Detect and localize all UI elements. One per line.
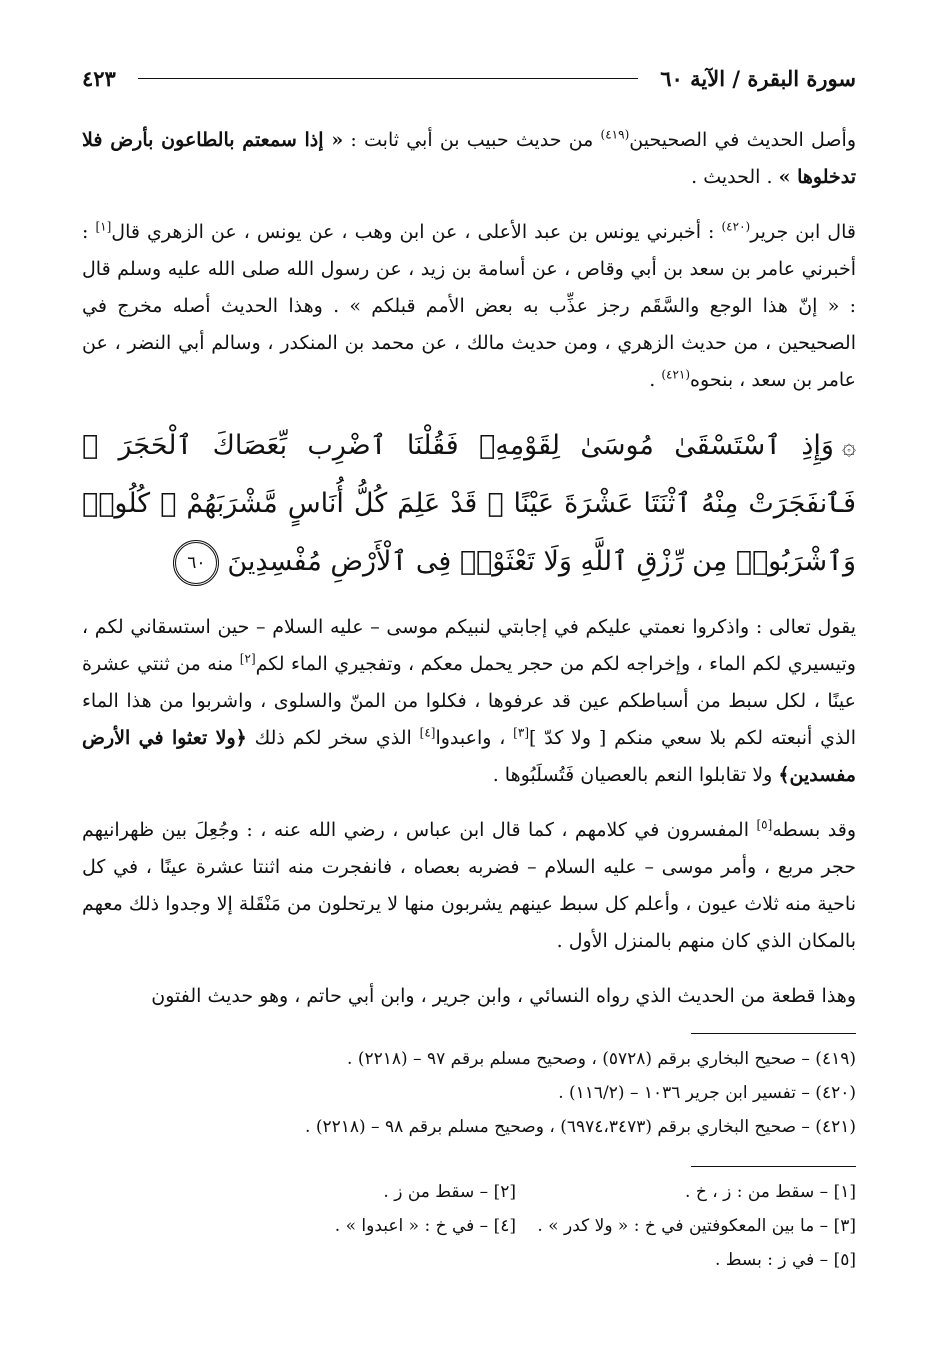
running-header	[82, 60, 856, 96]
editorial-note-ref: [٣]	[513, 725, 529, 740]
paragraph-2	[82, 214, 856, 399]
text-run: : أخبرني عامر بن سعد بن أبي وقاص ، عن أسامة بن زيد ، عن رسول الله صلى الله عليه وسلم قال : « إنّ هذا الوجع والسَّقَم رجز عذِّب به بعض الأمم قبلكم » . وهذا الحديث أصله مخرج في الصحيحين ، من حديث الزهري ، ومن حديث مالك ، عن محمد بن المنكدر ، وسالم أبي النضر ، عن عامر بن سعد ، بنحوه	[82, 221, 856, 391]
editorial-note-item: [٤] – في خ : « اعبدوا » .	[334, 1216, 516, 1236]
footnote-item: (٤٢٠) – تفسير ابن جرير ١٠٣٦ – (١١٦/٢) .	[558, 1083, 856, 1103]
editorial-notes	[82, 1175, 856, 1277]
rub-el-hizb-icon: ۞	[841, 432, 856, 460]
header-rule	[138, 78, 638, 79]
text-run: وقد بسطه	[772, 819, 856, 841]
verse-number-marker: ٦٠	[173, 540, 219, 586]
editorial-note-item: [٣] – ما بين المعكوفتين في خ : « ولا كدر » .	[537, 1216, 856, 1236]
editorial-note-ref: [٥]	[756, 817, 773, 832]
text-run: من حديث حبيب بن أبي ثابت :	[343, 129, 601, 151]
text-run: ولا تقابلوا النعم بالعصيان فَتُسلَبُوها .	[492, 764, 779, 786]
editorial-note-item: [٥] – في ز : بسط .	[714, 1250, 856, 1270]
text-run: وأصل الحديث في الصحيحين	[629, 129, 856, 151]
text-run: الذي سخر لكم ذلك	[246, 727, 420, 749]
footnote-ref: (٤١٩)	[600, 127, 630, 142]
paragraph-1	[82, 122, 856, 196]
footnote-ref: (٤٢١)	[661, 367, 691, 382]
footnote-ref: (٤٢٠)	[721, 219, 751, 234]
paragraph-4	[82, 812, 856, 960]
text-run: قال ابن جرير	[750, 221, 856, 243]
quran-verse	[82, 417, 856, 591]
text-run: منه من ثنتي عشرة عينًا ، لكل سبط من أسباطكم عين قد عرفوها ، فكلوا من المنّ والسلوى ، واشربوا من هذا الماء الذي أنبعته لكم بلا سعي منكم [ ولا كدّ ]	[82, 653, 856, 749]
editorial-note-ref: [٢]	[239, 651, 256, 666]
editorial-note-ref: [١]	[95, 219, 112, 234]
paragraph-3	[82, 609, 856, 794]
footnote-item: (٤٢١) – صحيح البخاري برقم (٦٩٧٤،٣٤٧٣) ، وصحيح مسلم برقم ٩٨ – (٢٢١٨) .	[305, 1117, 856, 1137]
text-run: ، واعبدوا	[435, 727, 514, 749]
editorial-notes-divider	[691, 1166, 856, 1167]
surah-title: سورة البقرة / الآية ٦٠	[660, 65, 856, 91]
text-run: .	[649, 369, 662, 391]
hadith-quote: « إذا سمعتم بالطاعون بأرض فلا تدخلوها »	[82, 129, 856, 188]
editorial-note-item: [١] – سقط من : ز ، خ .	[685, 1182, 856, 1202]
text-run: . الحديث .	[691, 166, 779, 188]
editorial-note-item: [٢] – سقط من ز .	[383, 1182, 516, 1202]
footnote-item: (٤١٩) – صحيح البخاري برقم (٥٧٢٨) ، وصحيح مسلم برقم ٩٧ – (٢٢١٨) .	[347, 1049, 856, 1069]
text-run: يقول تعالى : واذكروا نعمتي عليكم في إجابتي لنبيكم موسى – عليه السلام – حين استسقاني لكم ، وتيسيري لكم الماء ، وإخراجه لكم من حجر يحمل معكم ، وتفجيري الماء لكم	[82, 616, 856, 675]
verse-quote: ﴿ولا تعثوا في الأرض مفسدين﴾	[82, 727, 856, 786]
footnote-list	[82, 1042, 856, 1144]
text-run: المفسرون في كلامهم ، كما قال ابن عباس ، رضي الله عنه ، : وجُعِلَ بين ظهرانيهم حجر مربع ، وأمر موسى – عليه السلام – فضربه بعصاه ، فانفجرت منه اثنتا عشرة عينًا ، في كل ناحية منه ثلاث عيون ، وأعلم كل سبط عينهم يشربون منها لا يرتحلون من مَنْقَلة إلا وجدوا ذلك معهم بالمكان الذي كان منهم بالمنزل الأول .	[82, 819, 856, 952]
page-number: ٤٢٣	[82, 65, 116, 91]
paragraph-5: وهذا قطعة من الحديث الذي رواه النسائي ، وابن جرير ، وابن أبي حاتم ، وهو حديث الفتون	[151, 985, 856, 1007]
footnote-divider	[691, 1033, 856, 1034]
text-run: : أخبرني يونس بن عبد الأعلى ، عن ابن وهب ، عن يونس ، عن الزهري قال	[111, 221, 722, 243]
editorial-note-ref: [٤]	[419, 725, 436, 740]
verse-text: وَإِذِ ٱسْتَسْقَىٰ مُوسَىٰ لِقَوْمِهِۦ فَقُلْنَا ٱضْرِب بِّعَصَاكَ ٱلْحَجَرَ ۖ فَٱنفَجَرَتْ مِنْهُ ٱثْنَتَا عَشْرَةَ عَيْنًا ۖ قَدْ عَلِمَ كُلُّ أُنَاسٍ مَّشْرَبَهُمْ ۖ كُلُوا۟ وَٱشْرَبُوا۟ مِن رِّزْقِ ٱللَّهِ وَلَا تَعْثَوْا۟ فِى ٱلْأَرْضِ مُفْسِدِينَ	[82, 430, 856, 577]
